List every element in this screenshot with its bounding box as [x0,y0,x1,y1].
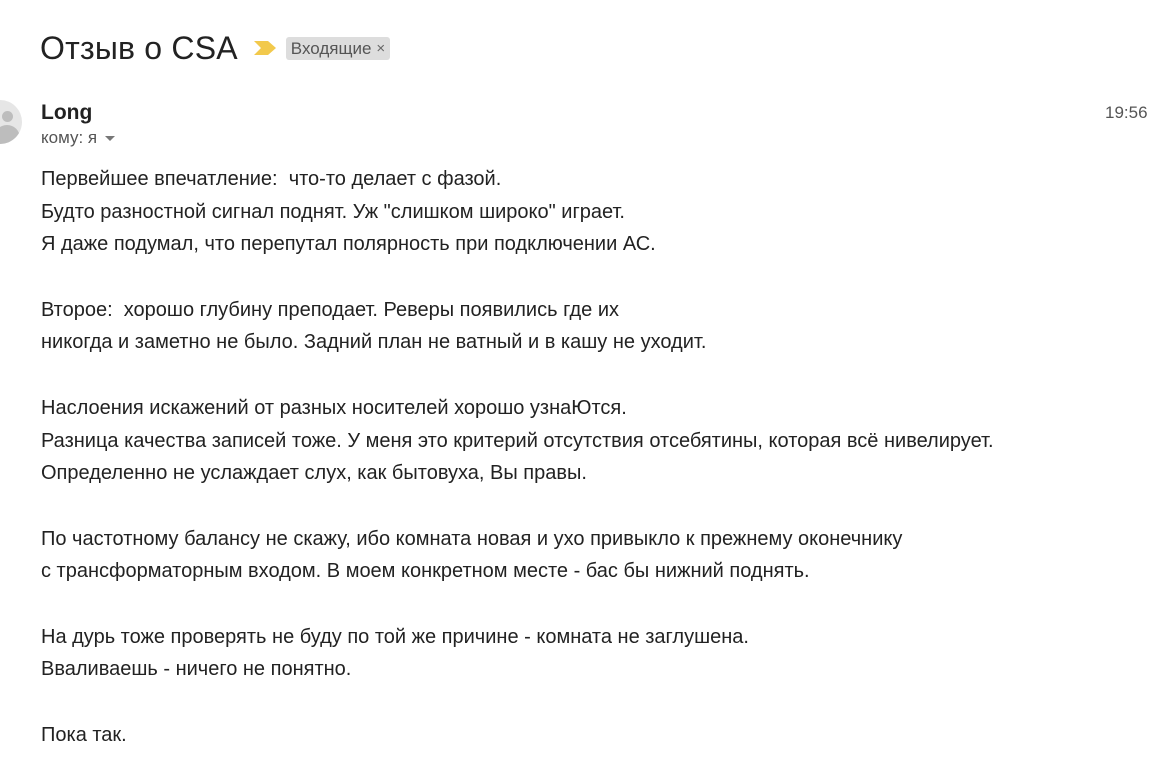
body-line: Вваливаешь - ничего не понятно. [41,658,352,681]
email-time: 19:56 [1105,103,1148,122]
body-line [41,490,1151,523]
body-line: Первейшее впечатление: что-то делает с фазой. [41,168,502,190]
body-line: На дурь тоже проверять не буду по той же причине - комната не заглушена. [41,625,749,648]
body-line [41,359,1151,392]
recipient-text: кому: я [41,128,98,147]
remove-label-icon[interactable]: × [376,39,386,57]
body-line [41,686,1151,719]
body-line: Пока так. [41,723,127,746]
email-subject: Отзыв о CSA [40,29,238,66]
body-line: Наслоения искажений от разных носителей хорошо узнаЮтся. [41,396,627,419]
label-chip-inbox[interactable] [286,37,390,60]
body-line: Второе: хорошо глубину преподает. Реверы появились где их [41,298,619,321]
chevron-down-icon[interactable] [105,136,115,141]
body-line [41,261,1151,294]
body-line: Разница качества записей тоже. У меня это критерий отсутствия отсебятины, которая всё нивелирует. [41,429,994,452]
subject-row [40,26,390,70]
body-line [41,588,1151,621]
body-line: По частотному балансу не скажу, ибо комната новая и ухо привыкло к прежнему оконечнику [41,527,903,550]
recipient-details[interactable] [41,128,115,148]
body-line: с трансформаторным входом. В моем конкретном месте - бас бы нижний поднять. [41,560,810,583]
body-line: никогда и заметно не было. Задний план не ватный и в кашу не уходит. [41,331,707,354]
body-line: Я даже подумал, что перепутал полярность при подключении АС. [41,233,656,256]
label-chip-text: Входящие [290,38,372,58]
body-line: Будто разностной сигнал поднят. Уж "слишком широко" играет. [41,200,625,223]
email-body [41,163,1151,751]
body-line: Определенно не услаждает слух, как бытовуха, Вы правы. [41,462,587,485]
sender-name[interactable]: Long [41,101,93,124]
importance-marker-icon[interactable] [254,41,276,55]
default-avatar-icon [0,100,22,144]
